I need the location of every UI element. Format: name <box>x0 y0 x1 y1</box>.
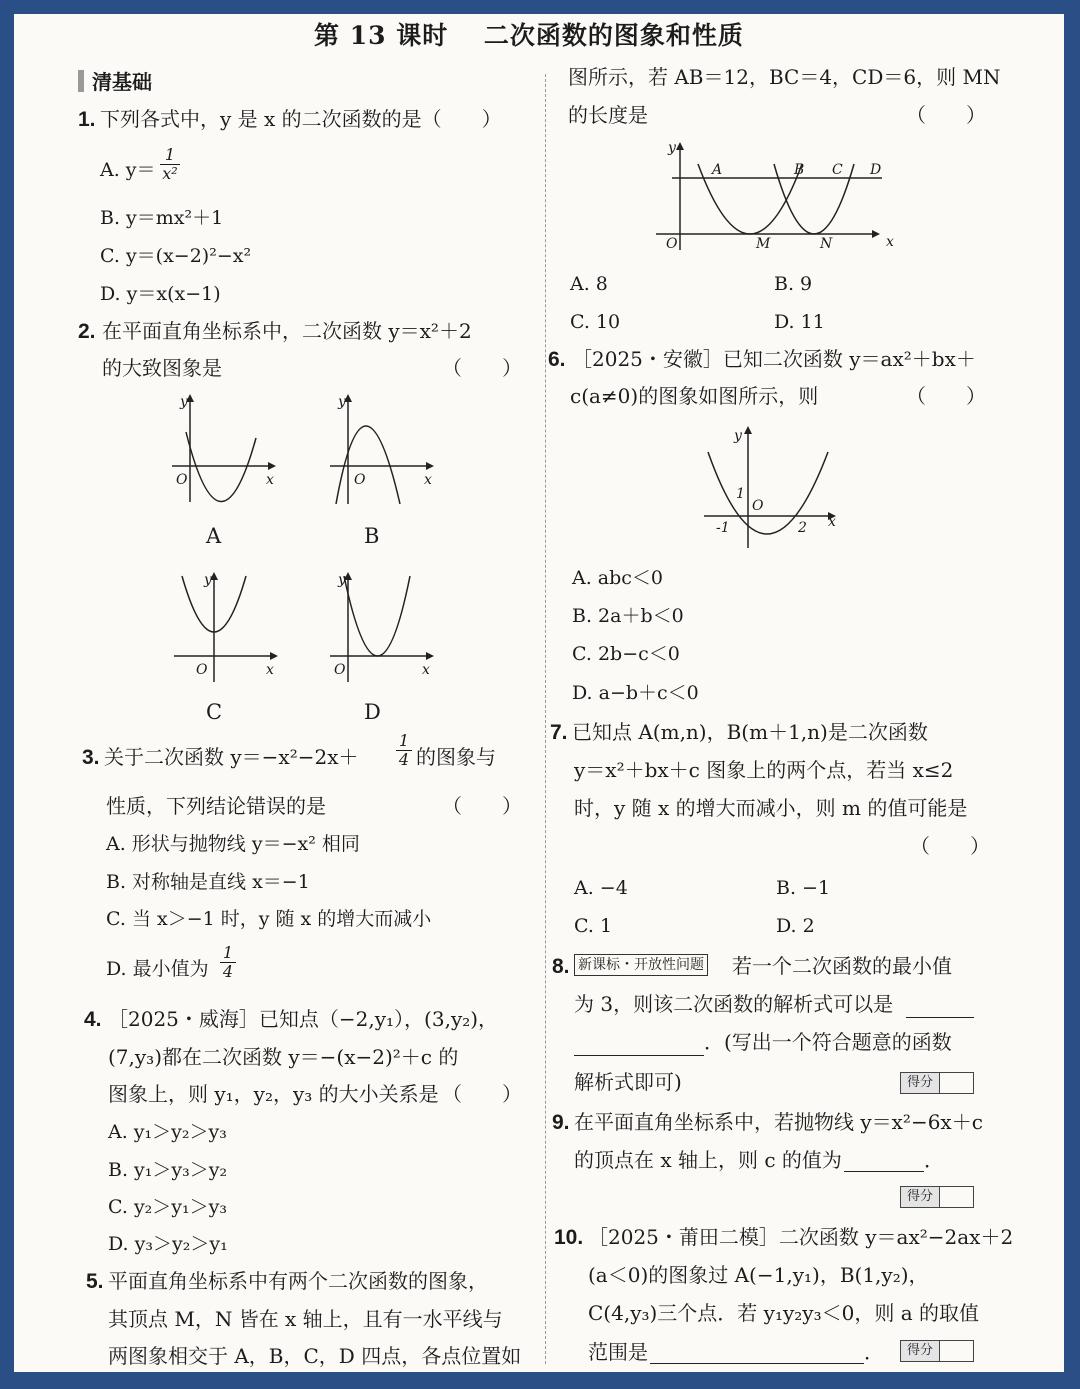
q10-score-label: 得分 <box>901 1341 940 1361</box>
q1-option-d: D. y＝x(x−1) <box>100 283 221 305</box>
q9-number: 9. <box>552 1111 570 1134</box>
q4-text-line1: ［2025・威海］已知点（−2,y₁），(3,y₂)， <box>108 1007 499 1031</box>
q9-answer-blank[interactable] <box>844 1170 924 1172</box>
q2c-origin-label: O <box>196 662 208 678</box>
q2b-x-label: x <box>424 472 432 488</box>
q10-text-end: ． <box>864 1340 884 1364</box>
q7-text-line1: 已知点 A(m,n)，B(m＋1,n)是二次函数 <box>572 720 928 744</box>
q2-graph-c <box>174 570 284 690</box>
q2a-origin-label: O <box>176 472 188 488</box>
q5-text-line2: 其顶点 M，N 皆在 x 轴上，且有一水平线与 <box>108 1307 503 1331</box>
q2-caption-c: C <box>206 700 223 724</box>
q5-number: 5. <box>86 1270 104 1293</box>
q3d-fraction-numerator: 1 <box>222 943 234 962</box>
q1-option-c: C. y＝(x−2)²−x² <box>100 245 252 267</box>
q5-option-d: D. 11 <box>774 311 825 333</box>
q9-text-line1: 在平面直角坐标系中，若抛物线 y＝x²−6x＋c <box>574 1110 983 1134</box>
q7-option-c: C. 1 <box>574 915 613 937</box>
q4-option-b: B. y₁＞y₃＞y₂ <box>108 1159 228 1181</box>
q9-text-end: ． <box>924 1148 944 1172</box>
q3-answer-paren: （ ） <box>442 794 522 818</box>
q3d-fraction-denominator: 4 <box>220 962 236 981</box>
q6-option-b: B. 2a＋b＜0 <box>572 605 684 627</box>
q6-two-label: 2 <box>798 520 807 536</box>
q2b-y-label: y <box>338 394 346 410</box>
q5-point-d: D <box>870 162 882 178</box>
q10-text-line2: (a＜0)的图象过 A(−1,y₁)，B(1,y₂)， <box>588 1263 929 1287</box>
q9-score-box[interactable] <box>900 1186 974 1208</box>
column-divider <box>545 74 546 1364</box>
q1-number: 1. <box>78 108 96 131</box>
q2a-y-label: y <box>180 394 188 410</box>
section-heading: 清基础 <box>92 70 152 94</box>
section-marker <box>78 70 84 92</box>
q8-text-line3: ．(写出一个符合题意的函数 <box>704 1030 952 1054</box>
q6-origin-label: O <box>752 498 764 514</box>
q3-fraction-numerator: 1 <box>398 731 410 750</box>
q8-text-line1: 若一个二次函数的最小值 <box>732 954 952 978</box>
q6-option-d: D. a−b＋c＜0 <box>572 682 699 704</box>
q6-option-c: C. 2b−c＜0 <box>572 643 680 665</box>
q4-option-d: D. y₃＞y₂＞y₁ <box>108 1233 228 1255</box>
q2-answer-paren: （ ） <box>442 356 522 380</box>
q7-text-line2: y＝x²＋bx＋c 图象上的两个点，若当 x≤2 <box>574 758 954 782</box>
q2-text-line2: 的大致图象是 <box>102 356 222 380</box>
q3-number: 3. <box>82 746 100 769</box>
q8-score-box[interactable] <box>900 1072 974 1094</box>
q5-option-a: A. 8 <box>570 273 608 295</box>
q5-origin-label: O <box>666 236 678 252</box>
q3-option-d-fraction <box>220 944 236 981</box>
q6-x-label: x <box>828 514 836 530</box>
q5-graph <box>654 140 894 258</box>
page-title: 第 13 课时 二次函数的图象和性质 <box>314 21 744 50</box>
q1-option-b: B. y＝mx²＋1 <box>100 207 224 229</box>
q2b-origin-label: O <box>354 472 366 488</box>
q7-option-b: B. −1 <box>776 877 831 899</box>
q8-answer-blank-2[interactable] <box>574 1054 704 1056</box>
q2-caption-d: D <box>364 700 381 724</box>
q6-one-label: 1 <box>736 486 745 502</box>
q6-y-label: y <box>734 428 742 444</box>
q3-option-c: C. 当 x＞−1 时，y 随 x 的增大而减小 <box>106 908 432 930</box>
q5-y-label: y <box>668 140 676 156</box>
q2d-origin-label: O <box>334 662 346 678</box>
q4-number: 4. <box>84 1008 102 1031</box>
q1-fraction-numerator: 1 <box>164 145 176 164</box>
q6-number: 6. <box>548 348 566 371</box>
q3-option-d: D. 最小值为 <box>106 958 209 980</box>
q2-caption-b: B <box>364 524 380 548</box>
q5-point-b: B <box>794 162 805 178</box>
q2-caption-a: A <box>206 524 222 548</box>
q2-text-line1: 在平面直角坐标系中，二次函数 y＝x²＋2 <box>102 319 472 343</box>
q2d-y-label: y <box>338 572 346 588</box>
q8-score-label: 得分 <box>901 1073 940 1093</box>
q3-fraction <box>396 732 412 769</box>
q3-fraction-denominator: 4 <box>396 750 412 769</box>
q8-number: 8. <box>552 955 570 978</box>
q2a-x-label: x <box>266 472 274 488</box>
q4-option-c: C. y₂＞y₁＞y₃ <box>108 1196 227 1218</box>
q1-text: 下列各式中，y 是 x 的二次函数的是（ ） <box>100 107 502 131</box>
q6-text-line2: c(a≠0)的图象如图所示，则 <box>570 384 819 408</box>
q5-option-b: B. 9 <box>774 273 813 295</box>
q7-option-a: A. −4 <box>574 877 628 899</box>
q10-number: 10. <box>554 1226 584 1249</box>
q8-text-line4: 解析式即可) <box>574 1070 682 1094</box>
q5-answer-paren: （ ） <box>906 103 986 127</box>
q2c-y-label: y <box>204 572 212 588</box>
q4-option-a: A. y₁＞y₂＞y₃ <box>108 1121 227 1143</box>
q8-tag: 新课标・开放性问题 <box>574 954 708 976</box>
q5-point-a: A <box>712 162 723 178</box>
q4-answer-paren: （ ） <box>442 1082 522 1106</box>
q1-option-a-fraction <box>160 146 180 183</box>
q4-text-line3: 图象上，则 y₁，y₂，y₃ 的大小关系是 <box>108 1082 439 1106</box>
q1-fraction-denominator: x² <box>160 164 180 183</box>
q5-x-label: x <box>886 234 894 250</box>
q1-option-a: A. y＝ <box>100 159 156 181</box>
q4-text-line2: (7,y₃)都在二次函数 y＝−(x−2)²＋c 的 <box>108 1045 459 1069</box>
q7-option-d: D. 2 <box>776 915 815 937</box>
q6-neg-one-label: -1 <box>716 520 730 536</box>
q5-text-line5: 的长度是 <box>568 103 648 127</box>
q5-text-line1: 平面直角坐标系中有两个二次函数的图象， <box>108 1269 488 1293</box>
q3-text-line2: 性质，下列结论错误的是 <box>106 794 326 818</box>
q5-point-m: M <box>756 236 771 252</box>
q7-text-line3: 时，y 随 x 的增大而减小，则 m 的值可能是 <box>574 796 968 820</box>
q3-option-b: B. 对称轴是直线 x＝−1 <box>106 871 310 893</box>
q10-text-line1: ［2025・莆田二模］二次函数 y＝ax²−2ax＋2 <box>588 1225 1014 1249</box>
q10-score-box[interactable] <box>900 1340 974 1362</box>
q5-text-line4: 图所示，若 AB＝12，BC＝4，CD＝6，则 MN <box>568 65 1001 89</box>
q9-text-line2: 的顶点在 x 轴上，则 c 的值为 <box>574 1148 842 1172</box>
q3-text-line1: 关于二次函数 y＝−x²−2x＋ <box>104 745 359 769</box>
worksheet-page <box>14 14 1064 1372</box>
q2-graph-a <box>172 392 282 512</box>
q6-answer-paren: （ ） <box>906 384 986 408</box>
q5-text-line3: 两图象相交于 A，B，C，D 四点，各点位置如 <box>108 1344 522 1368</box>
q5-point-n: N <box>820 236 833 252</box>
q3-option-a: A. 形状与抛物线 y＝−x² 相同 <box>106 833 360 855</box>
q3-text-line1-end: 的图象与 <box>416 745 496 769</box>
q10-answer-blank[interactable] <box>650 1362 864 1364</box>
q6-text-line1: ［2025・安徽］已知二次函数 y＝ax²＋bx＋ <box>572 347 976 371</box>
q2-graph-b <box>330 392 440 512</box>
q5-point-c: C <box>832 162 843 178</box>
q2d-x-label: x <box>422 662 430 678</box>
q6-option-a: A. abc＜0 <box>572 567 664 589</box>
q7-answer-paren: （ ） <box>910 834 990 858</box>
q8-text-line2: 为 3，则该二次函数的解析式可以是 <box>574 992 894 1016</box>
q9-score-label: 得分 <box>901 1187 940 1207</box>
q10-text-line3: C(4,y₃)三个点．若 y₁y₂y₃＜0，则 a 的取值 <box>588 1301 979 1325</box>
q10-text-line4: 范围是 <box>588 1340 648 1364</box>
q8-answer-blank-1[interactable] <box>906 1016 974 1018</box>
q6-graph <box>704 422 854 562</box>
q5-option-c: C. 10 <box>570 311 621 333</box>
q2-number: 2. <box>78 320 96 343</box>
q7-number: 7. <box>550 721 568 744</box>
q2-graph-d <box>330 570 440 690</box>
q2c-x-label: x <box>266 662 274 678</box>
